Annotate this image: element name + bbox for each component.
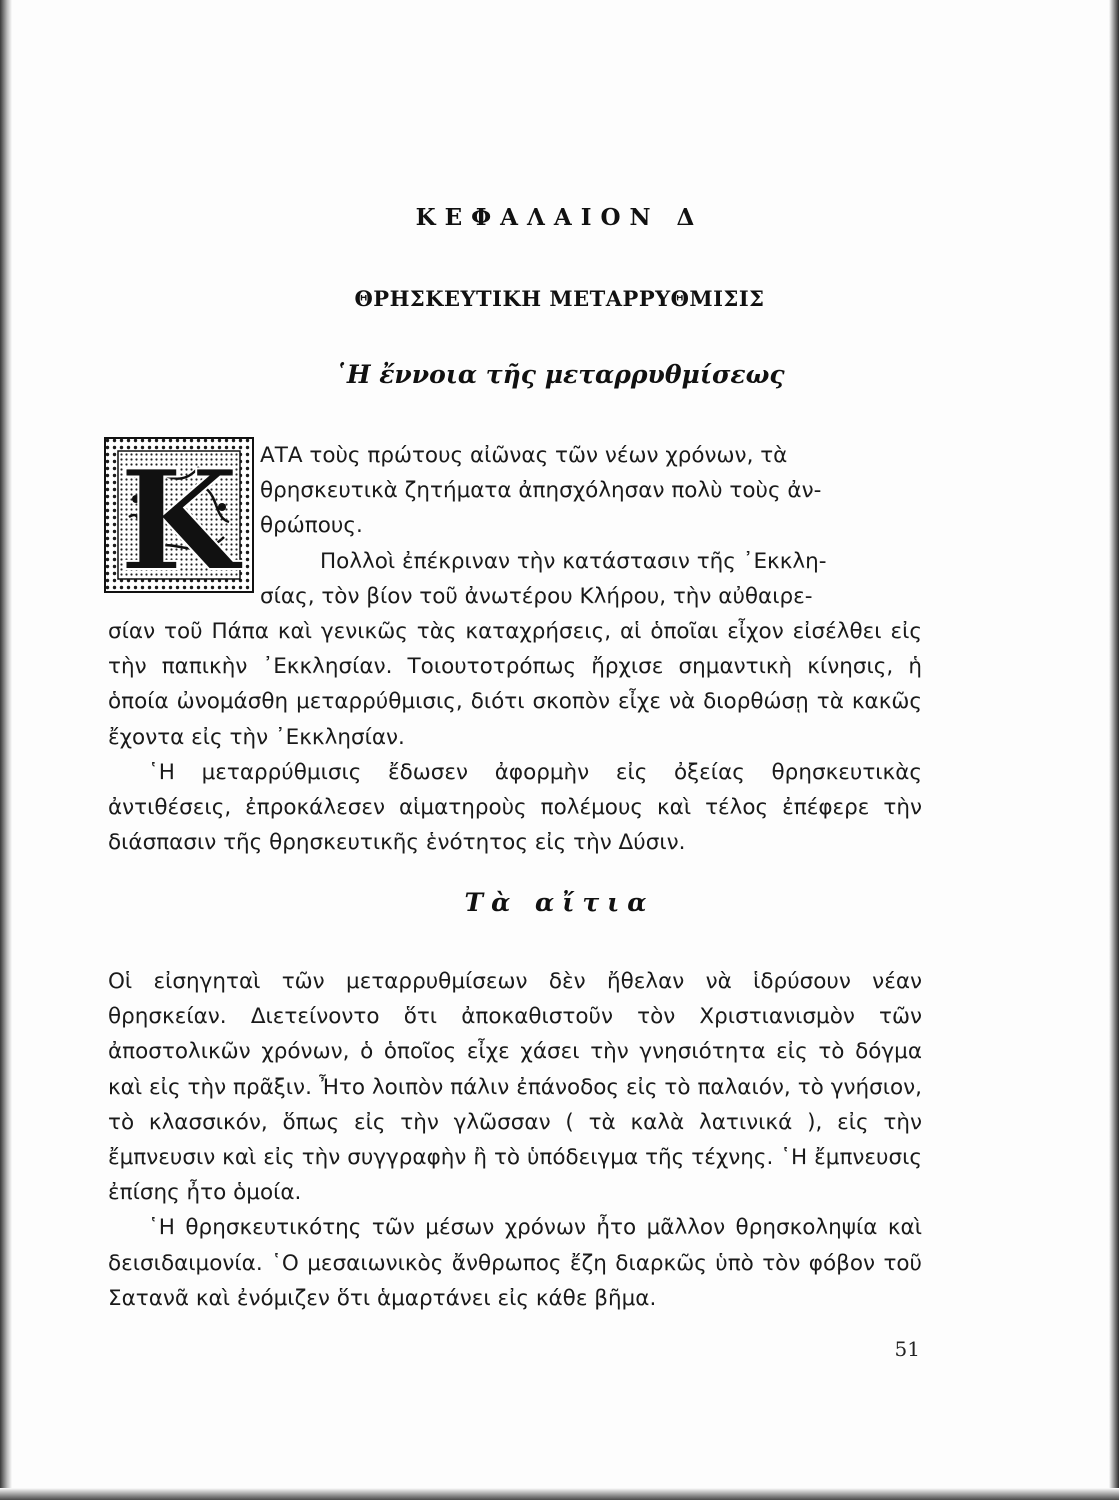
dropcap-wrap-line-1: ΑΤΑ τοὺς πρώτους αἰῶνας τῶν νέων χρόνων, τὰ	[260, 443, 788, 468]
chapter-title: ΚΕΦΑΛΑΙΟΝ Δ	[415, 204, 704, 231]
dropcap-wrap-line-4: Πολλοὶ ἐπέκριναν τὴν κατάστασιν τῆς ᾿Εκκλη-	[320, 548, 827, 574]
causes-paragraph-1: Οἱ εἰσηγηταὶ τῶν μεταρρυθμίσεων δὲν ἤθελαν νὰ ἱδρύσουν νέαν θρησκείαν. Διετείνοντο ὅτι ἀποκαθιστοῦν τὸν Χριστιανισμὸν τῶν ἀποστολικῶν χρόνων, ὁ ὁποῖος εἶχε χάσει τὴν γνησιότητα εἰς τὸ δόγμα καὶ εἰς τὴν πρᾶξιν. Ἦτο λοιπὸν πάλιν ἐπάνοδος εἰς τὸ παλαιόν, τὸ γνήσιον, τὸ κλασσικόν, ὅπως εἰς τὴν γλῶσσαν ( τὰ καλὰ λατινικά ), εἰς τὴν ἔμπνευσιν καὶ εἰς τὴν συγγραφὴν ἢ τὸ ὑπόδειγμα τῆς τέχνης. ῾Η ἔμπνευσις ἐπίσης ἦτο ὁμοία.	[108, 969, 922, 1206]
concept-paragraph-2: ῾Η μεταρρύθμισις ἔδωσεν ἀφορμὴν εἰς ὀξείας θρησκευτικὰς ἀντιθέσεις, ἐπροκάλεσεν αἱματηροὺς πολέμους καὶ τέλος ἐπέφερε τὴν διάσπασιν τῆς θρησκευτικῆς ἑνότητος εἰς τὴν Δύσιν.	[108, 759, 922, 856]
page-bottom-shadow	[0, 1488, 1119, 1500]
causes-paragraph-2: ῾Η θρησκευτικότης τῶν μέσων χρόνων ἦτο μᾶλλον θρησκοληψία καὶ δεισιδαιμονία. ῾Ο μεσαιωνικὸς ἄνθρωπος ἔζη διαρκῶς ὑπὸ τὸν φόβον τοῦ Σατανᾶ καὶ ἐνόμιζεν ὅτι ἁμαρτάνει εἰς κάθε βῆμα.	[108, 1215, 922, 1311]
concept-paragraph-1-rest: σίαν τοῦ Πάπα καὶ γενικῶς τὰς καταχρήσεις, αἱ ὁποῖαι εἶχον εἰσέλθει εἰς τὴν παπικὴν ᾿Εκκλησίαν. Τοιουτοτρόπως ἤρχισε σημαντικὴ κίνησις, ἡ ὁποία ὠνομάσθη μεταρρύθμισις, διότι σκοπὸν εἶχε νὰ διορθώσῃ τὰ κακῶς ἔχοντα εἰς τὴν ᾿Εκκλησίαν.	[108, 619, 922, 750]
causes-text-block	[108, 964, 922, 1316]
dropcap-wrap-line-3: θρώπους.	[260, 513, 363, 539]
subsection-title-causes: Τὰ αἴτια	[464, 888, 655, 917]
dropcap-letter: Κ	[119, 439, 239, 593]
section-title: ΘΡΗΣΚΕΥΤΙΚΗ ΜΕΤΑΡΡΥΘΜΙΣΙΣ	[354, 286, 765, 311]
page-number: 51	[894, 1337, 920, 1361]
dropcap-wrap-line-5: σίας, τὸν βίον τοῦ ἀνωτέρου Κλήρου, τὴν αὐθαιρε-	[260, 583, 813, 609]
concept-text-block	[108, 438, 922, 860]
subsection-title-concept: ῾Η ἔννοια τῆς μεταρρυθμίσεως	[334, 360, 785, 389]
dropcap-wrap-line-2: θρησκευτικὰ ζητήματα ἀπησχόλησαν πολὺ τοὺς ἀν-	[260, 478, 822, 504]
